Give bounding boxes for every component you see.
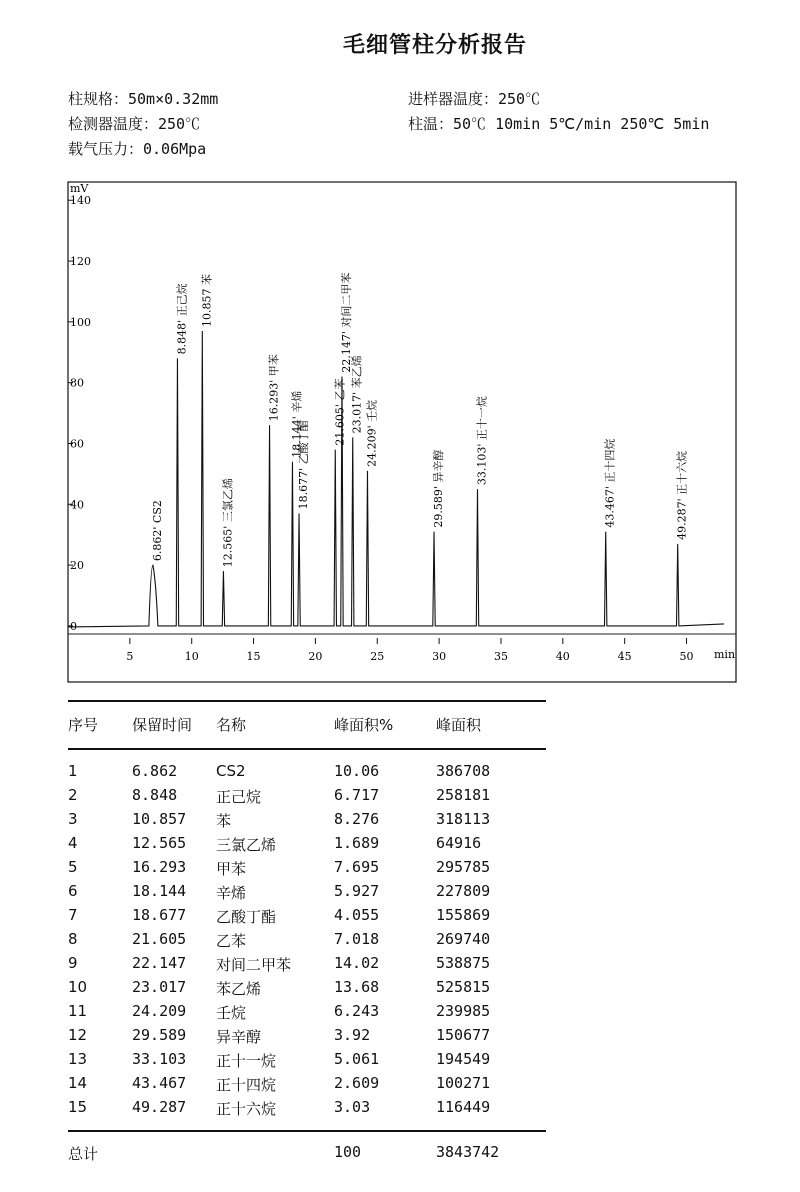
- detector-temp: 检测器温度：250℃: [68, 115, 201, 133]
- y-axis-label: mV: [70, 182, 89, 195]
- peak-label: 33.103' 正十一烷: [475, 396, 489, 486]
- row-area-percent: 13.68: [334, 978, 380, 996]
- row-area: 150677: [436, 1026, 491, 1044]
- row-area-percent: 5.061: [334, 1050, 380, 1068]
- total-percent: 100: [334, 1143, 362, 1161]
- row-retention-time: 24.209: [132, 1002, 187, 1020]
- row-retention-time: 18.144: [132, 882, 187, 900]
- row-area-percent: 7.018: [334, 930, 380, 948]
- total-label: 总计: [68, 1145, 99, 1163]
- row-index: 13: [68, 1050, 88, 1068]
- row-area-percent: 2.609: [334, 1074, 380, 1092]
- row-compound-name: 对间二甲苯: [216, 956, 292, 974]
- y-tick-label: 40: [70, 498, 84, 512]
- row-compound-name: 甲苯: [216, 860, 247, 878]
- row-area: 386708: [436, 762, 491, 780]
- x-tick-label: 5: [126, 650, 134, 663]
- row-index: 4: [68, 834, 78, 852]
- column-temp: 柱温：50℃ 10min 5℃/min 250℃ 5min: [408, 115, 710, 133]
- row-area: 525815: [436, 978, 491, 996]
- row-compound-name: 三氯乙烯: [216, 836, 277, 854]
- peak-label: 18.677' 乙酸丁酯: [297, 420, 311, 510]
- row-index: 3: [68, 810, 78, 828]
- row-retention-time: 18.677: [132, 906, 187, 924]
- row-compound-name: CS2: [216, 762, 246, 780]
- peak-label: 8.848' 正己烷: [175, 283, 189, 355]
- row-area-percent: 3.03: [334, 1098, 371, 1116]
- row-index: 11: [68, 1002, 88, 1020]
- row-index: 9: [68, 954, 78, 972]
- row-compound-name: 正己烷: [216, 788, 262, 806]
- row-compound-name: 正十六烷: [216, 1100, 277, 1118]
- y-tick-label: 0: [70, 619, 77, 633]
- x-tick-label: 30: [432, 650, 447, 663]
- header-name: 名称: [216, 716, 247, 734]
- row-retention-time: 10.857: [132, 810, 187, 828]
- peak-label: 6.862' CS2: [150, 500, 164, 562]
- x-tick-label: 35: [493, 650, 508, 663]
- row-compound-name: 壬烷: [216, 1004, 247, 1022]
- row-area-percent: 5.927: [334, 882, 380, 900]
- table-header-rule: [68, 748, 546, 750]
- y-tick-label: 120: [70, 255, 91, 269]
- row-index: 1: [68, 762, 78, 780]
- row-compound-name: 正十四烷: [216, 1076, 277, 1094]
- row-area: 227809: [436, 882, 491, 900]
- peak-label: 43.467' 正十四烷: [603, 438, 617, 528]
- row-compound-name: 正十一烷: [216, 1052, 277, 1070]
- chromatogram-trace: [68, 331, 724, 627]
- row-retention-time: 29.589: [132, 1026, 187, 1044]
- row-area: 155869: [436, 906, 491, 924]
- x-tick-label: 50: [679, 650, 694, 663]
- row-area-percent: 6.717: [334, 786, 380, 804]
- x-tick-label: 40: [555, 650, 570, 663]
- row-area: 64916: [436, 834, 482, 852]
- peak-label: 49.287' 正十六烷: [675, 450, 689, 540]
- row-compound-name: 辛烯: [216, 884, 247, 902]
- row-area-percent: 14.02: [334, 954, 380, 972]
- row-retention-time: 43.467: [132, 1074, 187, 1092]
- row-index: 10: [68, 978, 88, 996]
- row-index: 12: [68, 1026, 88, 1044]
- row-area: 100271: [436, 1074, 491, 1092]
- row-area: 258181: [436, 786, 491, 804]
- y-tick-label: 20: [70, 559, 84, 573]
- row-area-percent: 4.055: [334, 906, 380, 924]
- row-index: 15: [68, 1098, 88, 1116]
- row-area-percent: 8.276: [334, 810, 380, 828]
- x-tick-label: 45: [617, 650, 632, 663]
- row-area-percent: 3.92: [334, 1026, 371, 1044]
- row-retention-time: 33.103: [132, 1050, 187, 1068]
- column-spec: 柱规格：50m×0.32mm: [68, 90, 219, 108]
- row-area-percent: 1.689: [334, 834, 380, 852]
- x-tick-label: 15: [246, 650, 261, 663]
- report-title: 毛细管柱分析报告: [342, 33, 527, 58]
- x-tick-label: 20: [308, 650, 323, 663]
- chart-frame: [68, 182, 736, 682]
- y-tick-label: 60: [70, 437, 84, 451]
- x-axis-label: min: [714, 648, 736, 661]
- row-compound-name: 乙酸丁酯: [216, 908, 277, 926]
- row-area: 269740: [436, 930, 491, 948]
- x-tick-label: 25: [370, 650, 385, 663]
- row-retention-time: 21.605: [132, 930, 187, 948]
- row-compound-name: 苯乙烯: [216, 980, 262, 998]
- injector-temp: 进样器温度：250℃: [408, 90, 541, 108]
- peak-label: 29.589' 异辛醇: [432, 449, 446, 528]
- header-rt: 保留时间: [132, 716, 193, 734]
- row-index: 7: [68, 906, 78, 924]
- peak-label: 22.147' 对间二甲苯: [339, 272, 353, 373]
- row-area-percent: 7.695: [334, 858, 380, 876]
- y-tick-label: 80: [70, 376, 84, 390]
- peak-label: 12.565' 三氯乙烯: [221, 478, 235, 568]
- row-index: 14: [68, 1074, 88, 1092]
- header-area-percent: 峰面积%: [334, 716, 394, 734]
- peak-label: 23.017' 苯乙烯: [350, 355, 364, 434]
- row-area-percent: 6.243: [334, 1002, 380, 1020]
- carrier-pressure: 载气压力：0.06Mpa: [68, 140, 207, 158]
- row-area: 239985: [436, 1002, 491, 1020]
- row-area: 318113: [436, 810, 491, 828]
- peak-label: 10.857 苯: [200, 273, 214, 327]
- total-area: 3843742: [436, 1143, 500, 1161]
- row-index: 5: [68, 858, 78, 876]
- row-index: 6: [68, 882, 78, 900]
- chromatogram-chart: [0, 170, 800, 690]
- table-top-rule: [68, 700, 546, 702]
- row-retention-time: 23.017: [132, 978, 187, 996]
- row-retention-time: 8.848: [132, 786, 178, 804]
- row-retention-time: 12.565: [132, 834, 187, 852]
- row-area: 194549: [436, 1050, 491, 1068]
- x-tick-label: 10: [184, 650, 199, 663]
- row-retention-time: 6.862: [132, 762, 178, 780]
- peak-label: 16.293' 甲苯: [267, 354, 281, 422]
- peak-label: 18.144' 辛烯: [290, 390, 304, 458]
- header-area: 峰面积: [436, 716, 482, 734]
- row-area: 116449: [436, 1098, 491, 1116]
- peak-label: 24.209' 壬烷: [365, 399, 379, 467]
- row-area-percent: 10.06: [334, 762, 380, 780]
- row-index: 8: [68, 930, 78, 948]
- row-retention-time: 49.287: [132, 1098, 187, 1116]
- row-retention-time: 16.293: [132, 858, 187, 876]
- row-area: 295785: [436, 858, 491, 876]
- peak-label: 21.605' 乙苯: [333, 378, 347, 446]
- row-index: 2: [68, 786, 78, 804]
- table-bottom-rule: [68, 1130, 546, 1132]
- row-compound-name: 乙苯: [216, 932, 247, 950]
- header-index: 序号: [68, 716, 99, 734]
- y-tick-label: 100: [70, 315, 91, 329]
- row-retention-time: 22.147: [132, 954, 187, 972]
- row-compound-name: 异辛醇: [216, 1028, 262, 1046]
- y-tick-label: 140: [70, 194, 91, 208]
- row-area: 538875: [436, 954, 491, 972]
- row-compound-name: 苯: [216, 812, 232, 830]
